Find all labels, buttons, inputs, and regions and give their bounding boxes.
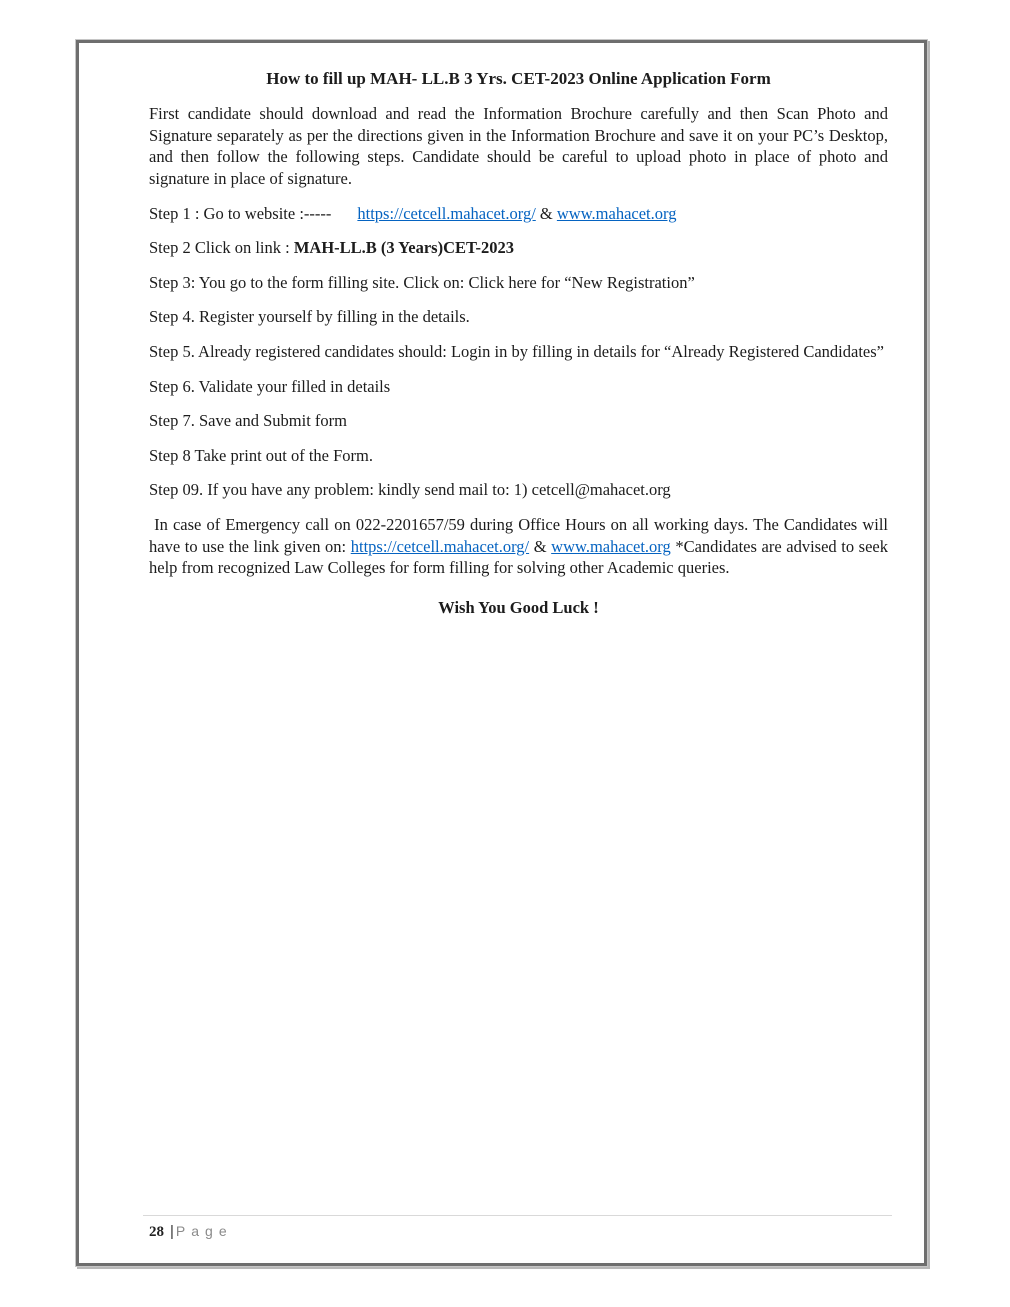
step-7: Step 7. Save and Submit form	[149, 411, 347, 431]
step-2-text: Step 2 Click on link :	[149, 238, 294, 258]
step-6: Step 6. Validate your filled in details	[149, 376, 391, 396]
ampersand: &	[539, 203, 553, 223]
page-number: 28	[149, 1224, 164, 1240]
emergency-paragraph	[149, 514, 888, 579]
link-www-mahacet[interactable]: www.mahacet.org	[556, 203, 677, 223]
step-2	[149, 237, 888, 259]
intro-paragraph: First candidate should download and read the Information Brochure carefully and then Scan Photo and Signature separately as per the directions given in the Information Brochure and save it on your PC’s Desktop, and then follow the following steps. Candidate should be careful to upload photo in place of photo and signature in place of signature.	[149, 104, 888, 188]
emergency-amp: &	[529, 536, 552, 556]
step-3: Step 3: You go to the form filling site. Click on: Click here for “New Registration”	[149, 272, 695, 292]
step-1	[149, 203, 888, 225]
step-8: Step 8 Take print out of the Form.	[149, 445, 374, 465]
step-4: Step 4. Register yourself by filling in the details.	[149, 307, 470, 327]
page-title: How to fill up MAH- LL.B 3 Yrs. CET-2023 Online Application Form	[266, 69, 771, 88]
step-2-link-name: MAH-LL.B (3 Years)CET-2023	[293, 238, 514, 258]
step-1-text: Step 1 : Go to website :-----	[149, 203, 332, 223]
step-5: Step 5. Already registered candidates should: Login in by filling in details for “Already Registered Candidates”	[149, 341, 884, 361]
emergency-text-1: In case of Emergency call on 022-2201657/59 during Office Hours on all working days. The Candidates will have to use the link given on:	[149, 515, 888, 556]
page-content	[79, 43, 924, 618]
link-cetcell-mahacet[interactable]: https://cetcell.mahacet.org/	[357, 203, 536, 223]
footer-page-label: Page	[175, 1223, 233, 1239]
page-footer	[143, 1215, 892, 1241]
emergency-text-2: *Candidates are advised to seek help from recognized Law Colleges for form filling for solving other Academic queries.	[149, 536, 888, 578]
link-cetcell-mahacet-2[interactable]: https://cetcell.mahacet.org/	[350, 536, 530, 556]
footer-separator: |	[170, 1223, 174, 1240]
link-www-mahacet-2[interactable]: www.mahacet.org	[551, 536, 671, 556]
good-luck-line: Wish You Good Luck !	[438, 597, 599, 617]
page-border-frame	[76, 40, 927, 1266]
step-9: Step 09. If you have any problem: kindly send mail to: 1) cetcell@mahacet.org	[149, 480, 671, 500]
